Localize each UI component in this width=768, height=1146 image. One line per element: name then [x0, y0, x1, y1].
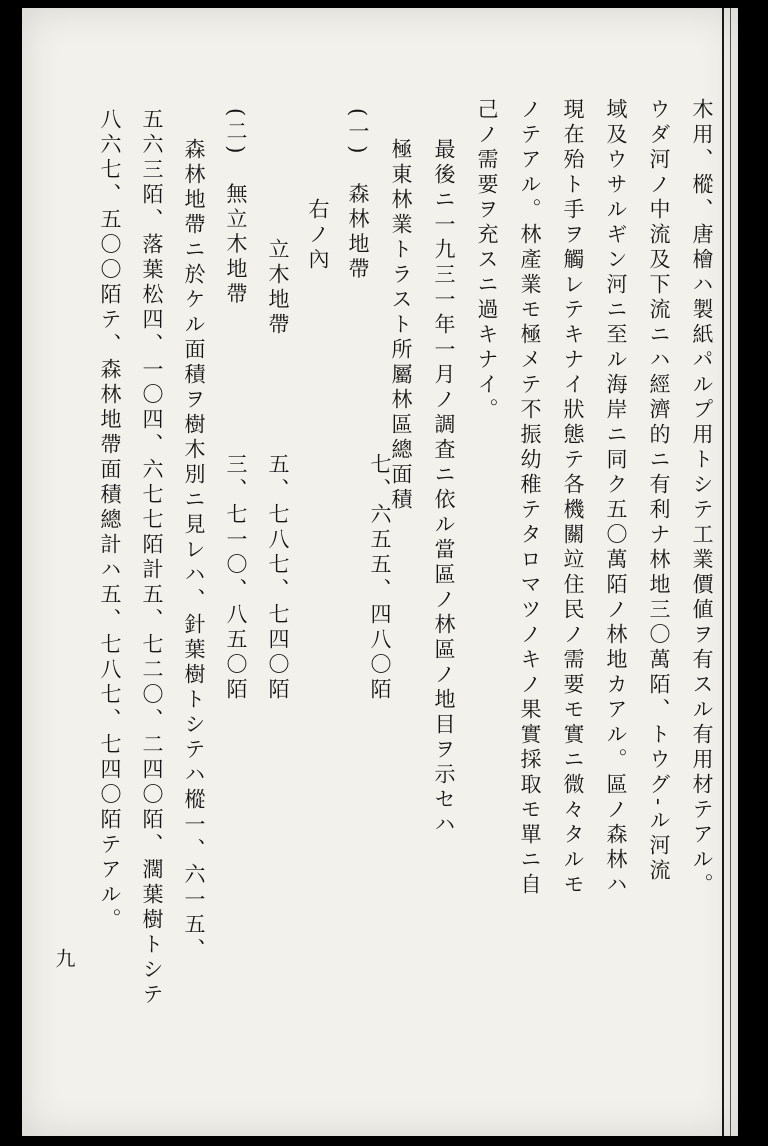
text-column: 現在殆ト手ヲ觸レテキナイ狀態テ各機關竝住民ノ需要モ實ニ微々タルモ: [561, 98, 585, 898]
text-column: 八六七、五〇〇陌テ、森林地帶面積總計ハ五、七八七、七四〇陌テアル。: [98, 108, 122, 933]
text-column: ノテアル。林產業モ極メテ不振幼稚テタロマツノキノ果實採取モ單ニ自: [518, 98, 542, 898]
text-column: 五、七八七、七四〇陌: [266, 453, 290, 703]
page-number: 九: [52, 948, 76, 968]
text-column: 立木地帶: [266, 238, 290, 338]
text-column: 森林地帶ニ於ケル面積ヲ樹木別ニ見レハ、針葉樹トシテハ樅一、六一五、: [182, 138, 206, 963]
text-column: 三、七一〇、八五〇陌: [224, 453, 248, 703]
text-column: (一) 森林地帶: [346, 108, 370, 283]
text-column: 木用、樅、唐檜ハ製紙パルプ用トシテ工業價値ヲ有スル有用材テアル。: [690, 98, 714, 898]
text-column: 最後ニ一九三一年一月ノ調査ニ依ル當區ノ林區ノ地目ヲ示セハ: [432, 138, 456, 838]
right-margin-rule-thin: [730, 8, 731, 1136]
text-column: 極東林業トラスト所屬林區總面積: [389, 138, 413, 513]
right-margin-rule: [722, 8, 724, 1136]
text-column: 七、六五五、四八〇陌: [368, 453, 392, 703]
text-column: 己ノ需要ヲ充スニ過キナイ。: [475, 98, 499, 423]
text-column: ウダ河ノ中流及下流ニハ經濟的ニ有利ナ林地三〇萬陌、トウグ-ル河流: [647, 98, 671, 885]
text-column: (二) 無立木地帶: [224, 108, 248, 308]
text-column: 域及ウサルギン河ニ至ル海岸ニ同ク五〇萬陌ノ林地カアル。區ノ森林ハ: [604, 98, 628, 898]
document-page: [22, 8, 738, 1136]
text-column: 五六三陌、落葉松四、一〇四、六七七陌計五、七二〇、二四〇陌、濶葉樹トシテ: [140, 108, 164, 1008]
text-column: 右ノ內: [306, 198, 330, 273]
